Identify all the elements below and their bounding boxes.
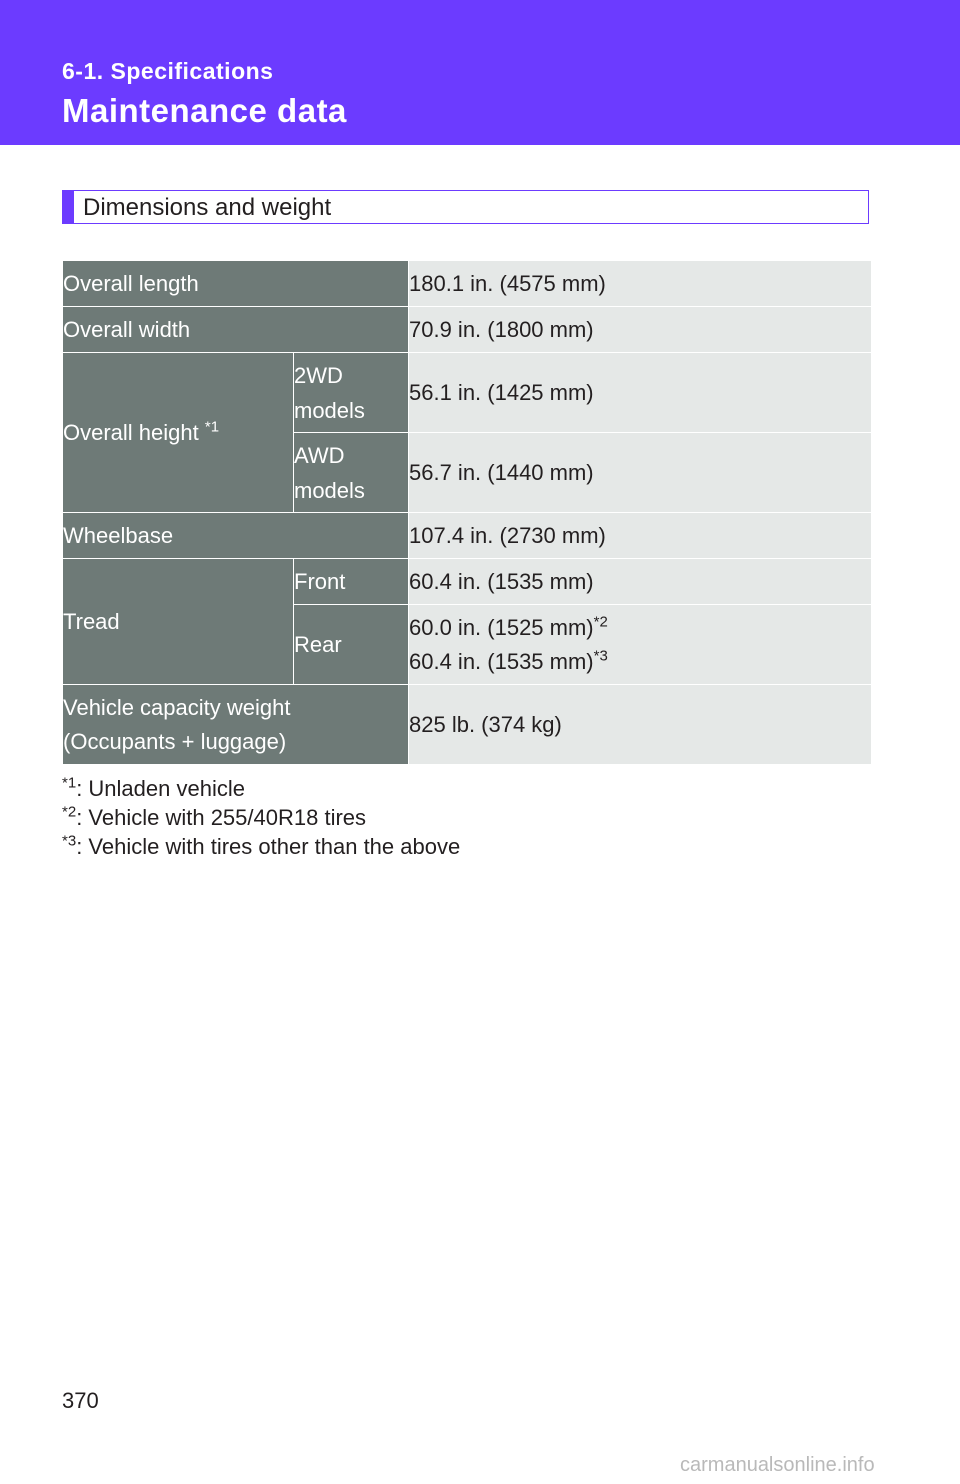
footnote-text: : Vehicle with 255/40R18 tires	[76, 805, 367, 830]
overall-length-value: 180.1 in. (4575 mm)	[409, 261, 872, 307]
capacity-value: 825 lb. (374 kg)	[409, 685, 872, 765]
footnote-ref: *2	[593, 613, 608, 631]
wheelbase-label: Wheelbase	[63, 513, 409, 559]
page-number: 370	[62, 1388, 99, 1413]
table-row	[63, 513, 872, 559]
overall-height-label	[63, 353, 294, 513]
footnote-ref: *3	[593, 647, 608, 665]
table-row	[63, 685, 872, 765]
capacity-label	[63, 685, 409, 765]
table-row	[63, 307, 872, 353]
height-2wd-value: 56.1 in. (1425 mm)	[409, 353, 872, 433]
overall-height-label-text: Overall height	[63, 419, 205, 445]
footnote-2	[62, 803, 460, 832]
footnote-mark: *1	[62, 774, 77, 792]
spec-table	[62, 260, 872, 765]
overall-width-value: 70.9 in. (1800 mm)	[409, 307, 872, 353]
table-row	[63, 261, 872, 307]
footnote-text: : Vehicle with tires other than the above	[76, 834, 461, 859]
tread-label: Tread	[63, 559, 294, 685]
wheelbase-value: 107.4 in. (2730 mm)	[409, 513, 872, 559]
subheading-accent-bar	[63, 191, 74, 223]
sub-line: AWD	[294, 442, 345, 468]
footnote-mark: *2	[62, 803, 77, 821]
sub-line: 2WD	[294, 362, 343, 388]
overall-width-label: Overall width	[63, 307, 409, 353]
tread-rear-value-1: 60.0 in. (1525 mm)	[409, 614, 594, 640]
watermark: carmanualsonline.info	[680, 1454, 875, 1476]
sub-line: models	[294, 397, 365, 423]
footnote-1	[62, 774, 460, 803]
tread-rear-value	[409, 605, 872, 685]
sub-line: models	[294, 477, 365, 503]
page-title: Maintenance data	[62, 92, 347, 129]
tread-rear-label: Rear	[294, 605, 409, 685]
footnote-mark: *3	[62, 832, 77, 850]
tread-front-label: Front	[294, 559, 409, 605]
footnote-text: : Unladen vehicle	[76, 776, 245, 801]
footnote-3	[62, 832, 460, 861]
subheading-title: Dimensions and weight	[83, 194, 332, 221]
overall-length-label: Overall length	[63, 261, 409, 307]
subheading-box	[62, 190, 869, 224]
section-label: 6-1. Specifications	[62, 58, 274, 84]
footnotes	[62, 774, 460, 861]
tread-rear-value-2: 60.4 in. (1535 mm)	[409, 648, 594, 674]
footnote-ref: *1	[204, 418, 220, 436]
height-awd-label	[294, 433, 409, 513]
tread-front-value: 60.4 in. (1535 mm)	[409, 559, 872, 605]
capacity-label-line: Vehicle capacity weight	[63, 694, 291, 720]
page-header	[0, 0, 960, 145]
capacity-label-line: (Occupants + luggage)	[63, 728, 287, 754]
table-row	[63, 559, 872, 605]
height-awd-value: 56.7 in. (1440 mm)	[409, 433, 872, 513]
height-2wd-label	[294, 353, 409, 433]
table-row	[63, 353, 872, 433]
